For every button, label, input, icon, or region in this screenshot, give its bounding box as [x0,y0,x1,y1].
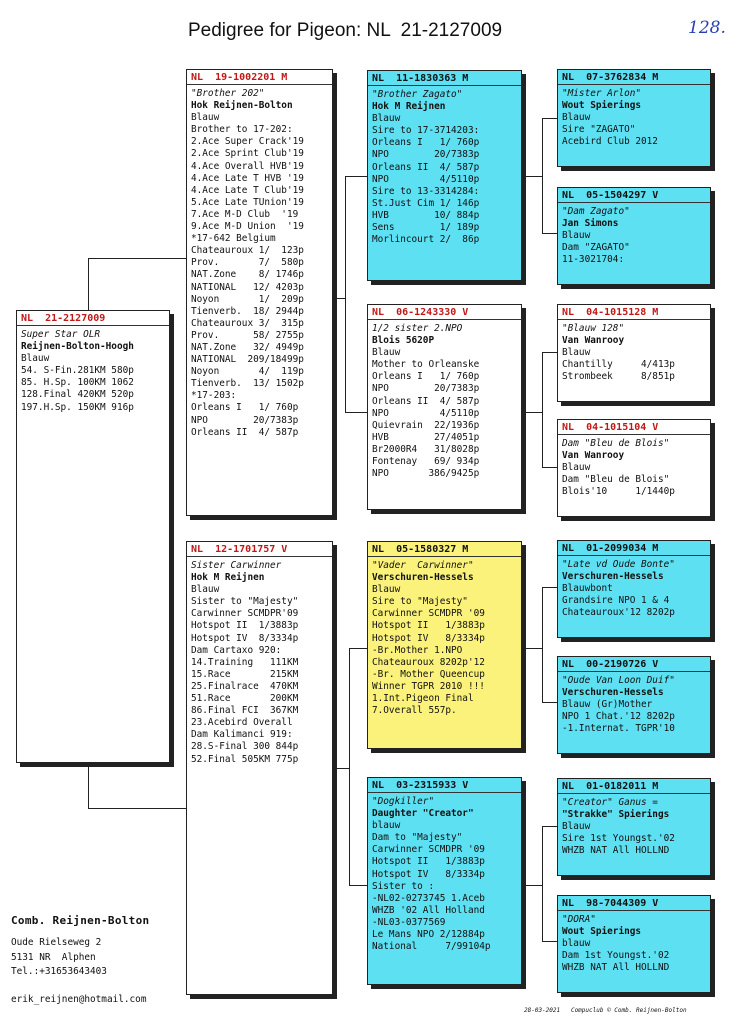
pigeon-breeder: Blois 5620P [372,335,435,347]
pigeon-detail-line: 52.Final 505KM 775p [191,753,299,765]
breeder-email[interactable]: erik_reijnen@hotmail.com [11,994,147,1005]
pigeon-detail-line: blauw [372,820,401,832]
pigeon-detail-line: 23.Acebird Overall [191,717,293,729]
pigeon-breeder: "Strakke" Spierings [562,809,670,821]
pigeon-detail-line: WHZB NAT All HOLLND [562,962,670,974]
handwritten-note: 128. [688,18,726,38]
breeder-address-line2: 5131 NR Alphen [11,952,96,963]
pigeon-detail-line: Chateauroux 3/ 315p [191,317,304,329]
pigeon-detail-line: National 7/99104p [372,941,491,953]
pigeon-detail-line: Dam Kalimanci 919: [191,729,293,741]
pigeon-detail-line: Mother to Orleanske [372,359,480,371]
pigeon-detail-line: HVB 10/ 884p [372,209,480,221]
pigeon-detail-line: Orleans I 1/ 760p [372,371,480,383]
pigeon-detail-line: 197.H.Sp. 150KM 916p [21,401,134,413]
pigeon-breeder: Verschuren-Hessels [562,571,664,583]
page-title: Pedigree for Pigeon: NL 21-2127009 [188,20,503,41]
pigeon-detail-line: Grandsire NPO 1 & 4 [562,595,670,607]
breeder-address-line1: Oude Rielseweg 2 [11,937,102,948]
pigeon-detail-line: NPO 4/5110p [372,407,480,419]
pigeon-detail-line: 11-3021704: [562,254,625,266]
pigeon-detail-line: Sire 1st Youngst.'02 [562,833,675,845]
pigeon-detail-line: Chateauroux 8202p'12 [372,656,485,668]
pigeon-detail-line: Hotspot IV 8/3334p [372,632,485,644]
pigeon-detail-line: Hotspot IV 8/3334p [372,868,485,880]
pigeon-breeder: Reijnen-Bolton-Hoogh [21,341,134,353]
pigeon-detail-line: Chateauroux'12 8202p [562,607,675,619]
pigeon-breeder: Wout Spierings [562,926,642,938]
pigeon-detail-line: Prov. 58/ 2755p [191,329,304,341]
pigeon-detail-line: Dam "ZAGATO" [562,242,630,254]
pigeon-detail-line: Le Mans NPO 2/12884p [372,929,485,941]
pigeon-detail-line: 7.Overall 557p. [372,705,457,717]
pigeon-name: Sister Carwinner [191,560,282,571]
pigeon-detail-line: 4.Ace Late T HVB '19 [191,172,304,184]
pigeon-detail-line: Tienverb. 13/ 1502p [191,378,304,390]
pigeon-breeder: Hok Reijnen-Bolton [191,100,293,112]
pigeon-detail-line: Dam Cartaxo 920: [191,644,282,656]
pigeon-name: "Mister Arlon" [562,88,642,99]
pigeon-detail-line: Fontenay 69/ 934p [372,456,480,468]
pigeon-detail-line: 1.Int.Pigeon Final [372,693,474,705]
card-dam-dam[interactable] [367,777,522,985]
pigeon-detail-line: NPO 20/7383p [372,383,480,395]
card-dam-sire-dam[interactable] [557,656,711,754]
pigeon-detail-line: Blois'10 1/1440p [562,486,675,498]
pigeon-detail-line: Chantilly 4/413p [562,359,675,371]
pigeon-ring-number: NL 04-1015128 M [558,307,710,320]
pigeon-detail-line: Strombeek 8/851p [562,371,675,383]
pigeon-name: Dam "Bleu de Blois" [562,438,670,449]
pigeon-detail-line: Carwinner SCMDPR '09 [372,844,485,856]
pigeon-ring-number: NL 19-1002201 M [187,72,332,85]
pigeon-detail-line: 85. H.Sp. 100KM 1062 [21,377,134,389]
card-dam-sire-sire[interactable] [557,540,711,638]
pigeon-name: 1/2 sister 2.NPO [372,323,463,334]
pigeon-detail-line: Blauw [191,112,220,124]
pigeon-detail-line: Blauwbont [562,583,613,595]
pigeon-detail-line: WHZB '02 All Holland [372,904,485,916]
pigeon-breeder: Van Wanrooy [562,450,625,462]
pigeon-detail-line: Hotspot II 1/3883p [372,620,485,632]
pigeon-detail-line: NPO 20/7383p [372,149,480,161]
pigeon-detail-line: HVB 27/4051p [372,431,480,443]
pigeon-name: "Vader Carwinner" [372,560,474,571]
pigeon-name: "Dam Zagato" [562,206,630,217]
pigeon-detail-line: Chateauroux 1/ 123p [191,245,304,257]
pigeon-detail-line: -1.Internat. TGPR'10 [562,723,675,735]
pigeon-detail-line: Blauw [372,584,401,596]
pigeon-breeder: Hok M Reijnen [191,572,265,584]
pigeon-name: "Dogkiller" [372,796,435,807]
pigeon-ring-number: NL 05-1580327 M [368,544,521,557]
pigeon-detail-line: 25.Finalrace 470KM [191,680,299,692]
pigeon-detail-line: Acebird Club 2012 [562,136,658,148]
pigeon-name: "Late vd Oude Bonte" [562,559,675,570]
pigeon-detail-line: Noyon 1/ 209p [191,293,304,305]
pigeon-detail-line: 15.Race 215KM [191,668,299,680]
pigeon-detail-line: 14.Training 111KM [191,656,299,668]
pigeon-ring-number: NL 21-2127009 [17,313,169,326]
pigeon-detail-line: 9.Ace M-D Union '19 [191,221,304,233]
print-stamp: 28-03-2021 Compuclub © Comb. Reijnen-Bolton [524,1007,687,1014]
pigeon-detail-line: Sister to "Majesty" [191,596,299,608]
pigeon-detail-line: Orleans II 4/ 587p [191,426,299,438]
pigeon-detail-line: Dam to "Majesty" [372,832,463,844]
pigeon-detail-line: Orleans I 1/ 760p [372,137,480,149]
pigeon-ring-number: NL 98-7044309 V [558,898,710,911]
pigeon-breeder: Van Wanrooy [562,335,625,347]
pigeon-detail-line: -NL03-0377569 [372,916,446,928]
pigeon-detail-line: Blauw [372,347,401,359]
card-sire-dam-sire[interactable] [557,304,711,402]
pigeon-detail-line: Orleans I 1/ 760p [191,402,299,414]
card-sire-dam[interactable] [367,304,522,510]
pigeon-name: "Creator" Ganus = [562,797,658,808]
pigeon-detail-line: 2.Ace Sprint Club'19 [191,148,304,160]
card-sire-sire-dam[interactable] [557,187,711,285]
pigeon-detail-line: WHZB NAT All HOLLND [562,845,670,857]
pigeon-breeder: Jan Simons [562,218,619,230]
pigeon-detail-line: Hotspot II 1/3883p [372,856,485,868]
pigeon-detail-line: -NL02-0273745 1.Aceb [372,892,485,904]
pigeon-detail-line: 54. S-Fin.281KM 580p [21,365,134,377]
pigeon-name: "Brother Zagato" [372,89,463,100]
pigeon-breeder: Verschuren-Hessels [562,687,664,699]
pigeon-name: "DORA" [562,914,596,925]
pigeon-ring-number: NL 01-0182011 M [558,781,710,794]
pigeon-detail-line: Morlincourt 2/ 86p [372,234,480,246]
card-dam-sire[interactable] [367,541,522,749]
pigeon-detail-line: St.Just Cim 1/ 146p [372,197,480,209]
pigeon-name: Super Star OLR [21,329,101,340]
pigeon-detail-line: Blauw [191,584,220,596]
pigeon-detail-line: *17-203: [191,390,237,402]
pigeon-detail-line: Dam 1st Youngst.'02 [562,950,670,962]
pigeon-detail-line: Hotspot IV 8/3334p [191,632,299,644]
pigeon-detail-line: Carwinner SCMDPR'09 [191,608,299,620]
pigeon-detail-line: Sire to "Majesty" [372,596,468,608]
pigeon-detail-line: 4.Ace Overall HVB'19 [191,160,304,172]
pigeon-detail-line: NAT.Zone 32/ 4949p [191,341,304,353]
card-dam-dam-sire[interactable] [557,778,711,876]
pigeon-detail-line: Sister to : [372,880,435,892]
pigeon-detail-line: Sire "ZAGATO" [562,124,636,136]
pigeon-detail-line: 51.Race 200KM [191,693,299,705]
pigeon-breeder: Wout Spierings [562,100,642,112]
pigeon-detail-line: -Br. Mother Queencup [372,668,485,680]
pigeon-detail-line: Blauw [562,230,591,242]
pigeon-detail-line: Blauw [562,347,591,359]
pigeon-breeder: Verschuren-Hessels [372,572,474,584]
pigeon-detail-line: -Br.Mother 1.NPO [372,644,463,656]
pigeon-detail-line: 128.Final 420KM 520p [21,389,134,401]
card-sire-sire-sire[interactable] [557,69,711,167]
pigeon-detail-line: NATIONAL 209/18499p [191,354,304,366]
pigeon-detail-line: NATIONAL 12/ 4203p [191,281,304,293]
pigeon-detail-line: NPO 4/5110p [372,173,480,185]
pigeon-detail-line: Hotspot II 1/3883p [191,620,299,632]
pigeon-detail-line: *17-642 Belgium [191,233,276,245]
pigeon-detail-line: Winner TGPR 2010 !!! [372,680,485,692]
pigeon-detail-line: Blauw [562,462,591,474]
pigeon-name: "Blauw 128" [562,323,625,334]
pigeon-ring-number: NL 03-2315933 V [368,780,521,793]
card-dam-dam-dam[interactable] [557,895,711,993]
pigeon-name: "Brother 202" [191,88,265,99]
pigeon-detail-line: Orleans II 4/ 587p [372,161,480,173]
pigeon-ring-number: NL 05-1504297 V [558,190,710,203]
pigeon-detail-line: Sire to 17-3714203: [372,125,480,137]
card-sire-sire[interactable] [367,70,522,281]
pigeon-ring-number: NL 07-3762834 M [558,72,710,85]
pigeon-detail-line: Sens 1/ 189p [372,222,480,234]
pigeon-ring-number: NL 01-2099034 M [558,543,710,556]
pigeon-detail-line: 28.S-Final 300 844p [191,741,299,753]
pigeon-detail-line: Dam "Bleu de Blois" [562,474,670,486]
pigeon-detail-line: 5.Ace Late TUnion'19 [191,196,304,208]
pigeon-detail-line: Br2000R4 31/8028p [372,443,480,455]
breeder-phone: Tel.:+31653643403 [11,966,107,977]
pigeon-ring-number: NL 12-1701757 V [187,544,332,557]
pigeon-detail-line: Blauw (Gr)Mother [562,699,653,711]
pigeon-breeder: Daughter "Creator" [372,808,474,820]
pigeon-detail-line: Tienverb. 18/ 2944p [191,305,304,317]
pigeon-detail-line: Brother to 17-202: [191,124,293,136]
pigeon-detail-line: NPO 386/9425p [372,468,480,480]
card-dam[interactable] [186,541,333,995]
pigeon-detail-line: Quievrain 22/1936p [372,419,480,431]
pigeon-detail-line: 4.Ace Late T Club'19 [191,184,304,196]
pigeon-detail-line: Noyon 4/ 119p [191,366,304,378]
pigeon-ring-number: NL 06-1243330 V [368,307,521,320]
pigeon-detail-line: Blauw [372,113,401,125]
pigeon-name: "Oude Van Loon Duif" [562,675,675,686]
pigeon-detail-line: NPO 20/7383p [191,414,299,426]
pigeon-detail-line: NAT.Zone 8/ 1746p [191,269,304,281]
pigeon-detail-line: Blauw [562,112,591,124]
pigeon-detail-line: 2.Ace Super Crack'19 [191,136,304,148]
pigeon-detail-line: 7.Ace M-D Club '19 [191,208,299,220]
pigeon-detail-line: Orleans II 4/ 587p [372,395,480,407]
pigeon-detail-line: Blauw [562,821,591,833]
pigeon-detail-line: NPO 1 Chat.'12 8202p [562,711,675,723]
pigeon-detail-line: 86.Final FCI 367KM [191,705,299,717]
breeder-name: Comb. Reijnen-Bolton [11,914,150,927]
pigeon-ring-number: NL 00-2190726 V [558,659,710,672]
pigeon-detail-line: Prov. 7/ 580p [191,257,304,269]
pigeon-detail-line: Carwinner SCMDPR '09 [372,608,485,620]
pigeon-detail-line: Sire to 13-3314284: [372,185,480,197]
pigeon-breeder: Hok M Reijnen [372,101,446,113]
pigeon-detail-line: blauw [562,938,591,950]
card-sire[interactable] [186,69,333,516]
pigeon-ring-number: NL 04-1015104 V [558,422,710,435]
pigeon-detail-line: Blauw [21,353,50,365]
pigeon-ring-number: NL 11-1830363 M [368,73,521,86]
card-subject[interactable] [16,310,170,763]
card-sire-dam-dam[interactable] [557,419,711,517]
